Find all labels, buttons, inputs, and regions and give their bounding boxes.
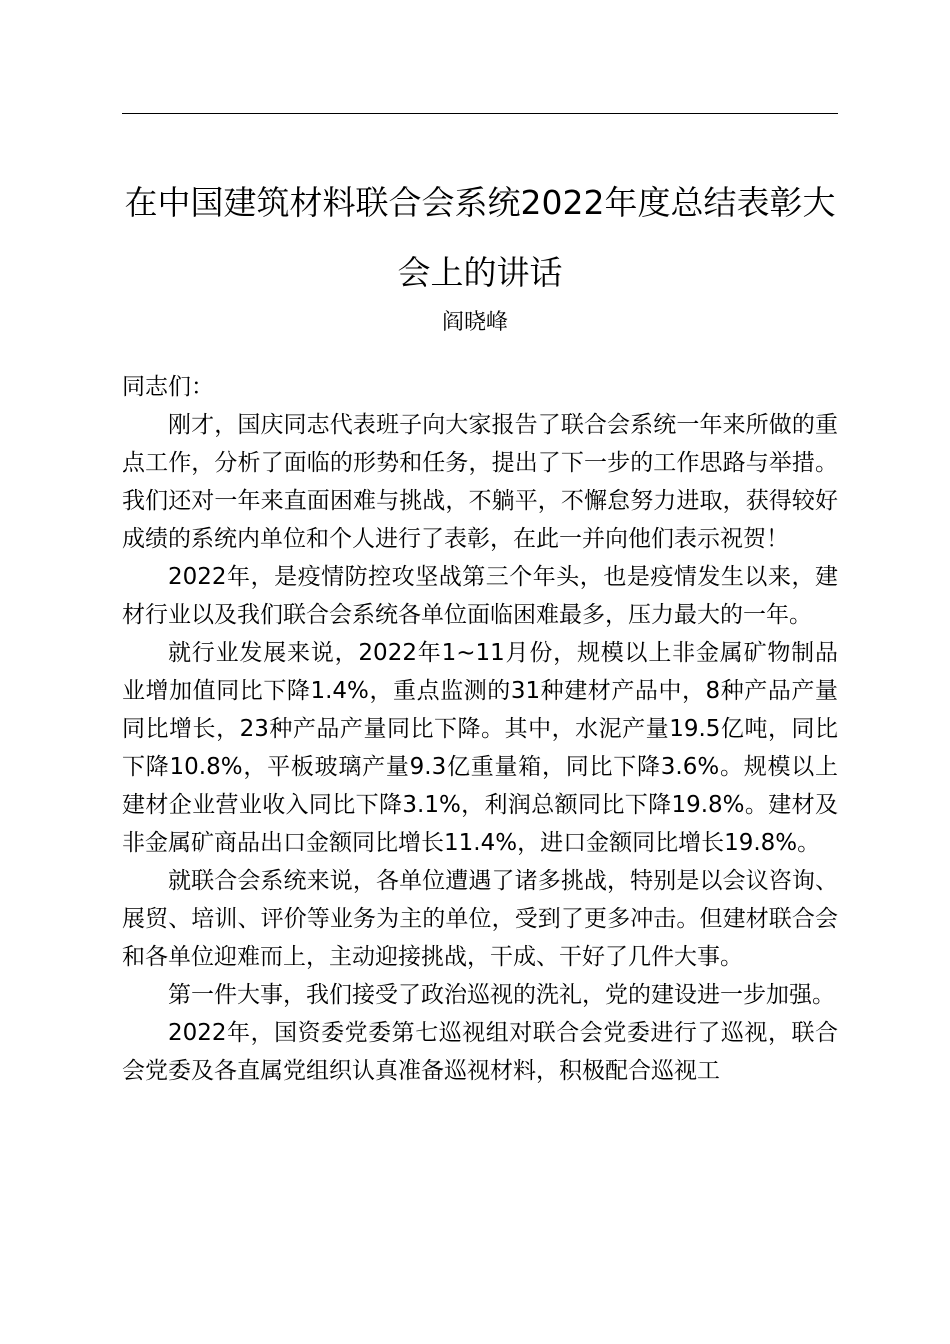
paragraph: 2022年，国资委党委第七巡视组对联合会党委进行了巡视，联合会党委及各直属党组织认真准备巡视材料，积极配合巡视工 <box>122 1020 838 1084</box>
document-title: 在中国建筑材料联合会系统2022年度总结表彰大会上的讲话 <box>124 183 836 292</box>
paragraph: 就联合会系统来说，各单位遭遇了诸多挑战，特别是以会议咨询、展贸、培训、评价等业务为主的单位，受到了更多冲击。但建材联合会和各单位迎难而上，主动迎接挑战，干成、干好了几件大事。 <box>122 868 838 970</box>
paragraph: 第一件大事，我们接受了政治巡视的洗礼，党的建设进一步加强。 <box>168 982 835 1008</box>
author-name: 阎晓峰 <box>441 310 508 335</box>
paragraph: 就行业发展来说，2022年1~11月份，规模以上非金属矿物制品业增加值同比下降1.4%，重点监测的31种建材产品中，8种产品产量同比增长，23种产品产量同比下降。其中，水泥产量19.5亿吨，同比下降10.8%，平板玻璃产量9.3亿重量箱，同比下降3.6%。规模以上建材企业营业收入同比下降3.1%，利润总额同比下降19.8%。建材及非金属矿商品出口金额同比增长11.4%，进口金额同比增长19.8%。 <box>122 640 838 856</box>
header-rule <box>122 113 838 114</box>
salutation: 同志们： <box>122 374 214 400</box>
paragraph: 刚才，国庆同志代表班子向大家报告了联合会系统一年来所做的重点工作，分析了面临的形势和任务，提出了下一步的工作思路与举措。我们还对一年来直面困难与挑战，不躺平，不懈怠努力进取，获得较好成绩的系统内单位和个人进行了表彰，在此一并向他们表示祝贺！ <box>122 412 838 552</box>
paragraph: 2022年，是疫情防控攻坚战第三个年头，也是疫情发生以来，建材行业以及我们联合会系统各单位面临困难最多，压力最大的一年。 <box>122 564 838 628</box>
document-body <box>122 368 838 1090</box>
